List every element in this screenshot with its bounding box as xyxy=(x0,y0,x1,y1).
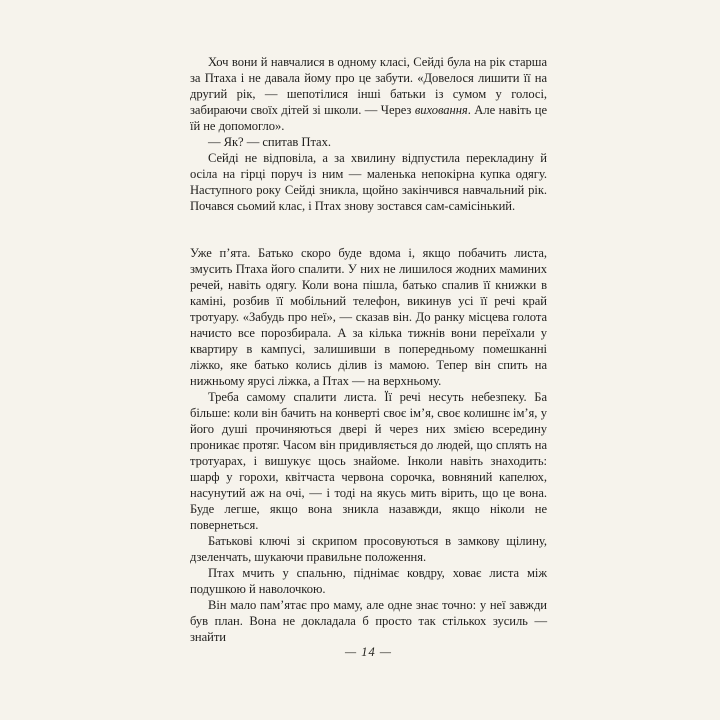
text-segment: Батькові ключі зі скрипом просовуються в замкову щілину, дзеленчать, шукаючи правильне положення. xyxy=(190,534,547,564)
text-segment: Він мало пам’ятає про маму, але одне знає точно: у неї завжди був план. Вона не докладала б просто так стількох зусиль — знайти xyxy=(190,598,547,644)
text-segment: Хоч вони й навчалися в одному класі, Сейді була на рік старша за Птаха і не давала йому про це забути. «Довелося лишити її на другий рік, — шепотілися інші батьки із сумом у голосі, забираючи своїх дітей зі школи. — Через xyxy=(190,55,547,117)
page-text xyxy=(190,54,547,645)
paragraph xyxy=(190,597,547,645)
text-segment: Птах мчить у спальню, піднімає ковдру, ховає листа між подушкою й наволочкою. xyxy=(190,566,547,596)
paragraph xyxy=(190,565,547,597)
text-segment: Треба самому спалити листа. Її речі несуть небезпеку. Ба більше: коли він бачить на конверті своє ім’я, своє колишнє ім’я, у його душі прочиняються двері й через них змією всередину проникає протяг. Часом він придивляється до людей, що сплять на тротуарах, і вишукує щось знайоме. Інколи навіть знаходить: шарф у горохи, квітчаста червона сорочка, вовняний капелюх, насунутий аж на очі, — і тоді на якусь мить вірить, що це вона. Буде легше, якщо вона зникла назавжди, якщо ніколи не повернеться. xyxy=(190,390,547,532)
paragraph xyxy=(190,245,547,389)
paragraph xyxy=(190,389,547,533)
text-segment: — Як? — спитав Птах. xyxy=(208,135,331,149)
italic-text-segment: виховання xyxy=(414,103,468,117)
text-segment: Сейді не відповіла, а за хвилину відпустила перекладину й осіла на гірці поруч із ним — маленька непокірна купка одягу. Наступного року Сейді зникла, щойно закінчився навчальний рік. Почався сьомий клас, і Птах знову зостався сам-самісінький. xyxy=(190,151,547,213)
text-segment: . Але навіть це їй не допомогло». xyxy=(190,103,547,133)
paragraph xyxy=(190,533,547,565)
page-number: — 14 — xyxy=(345,645,392,659)
paragraph xyxy=(190,150,547,214)
paragraph xyxy=(190,134,547,150)
paragraph xyxy=(190,54,547,134)
text-segment: Уже п’ята. Батько скоро буде вдома і, якщо побачить листа, змусить Птаха його спалити. У них не лишилося жодних маминих речей, навіть одягу. Коли вона пішла, батько спалив її книжки в каміні, розбив її мобільний телефон, викинув усі її речі край тротуару. «Забудь про неї», — сказав він. До ранку місцева голота начисто все порозбирала. А за кілька тижнів вони переїхали у квартиру в кампусі, залишивши в попередньому помешканні ліжко, яке батько колись ділив із мамою. Тепер він спить на нижньому ярусі ліжка, а Птах — на верхньому. xyxy=(190,246,547,388)
